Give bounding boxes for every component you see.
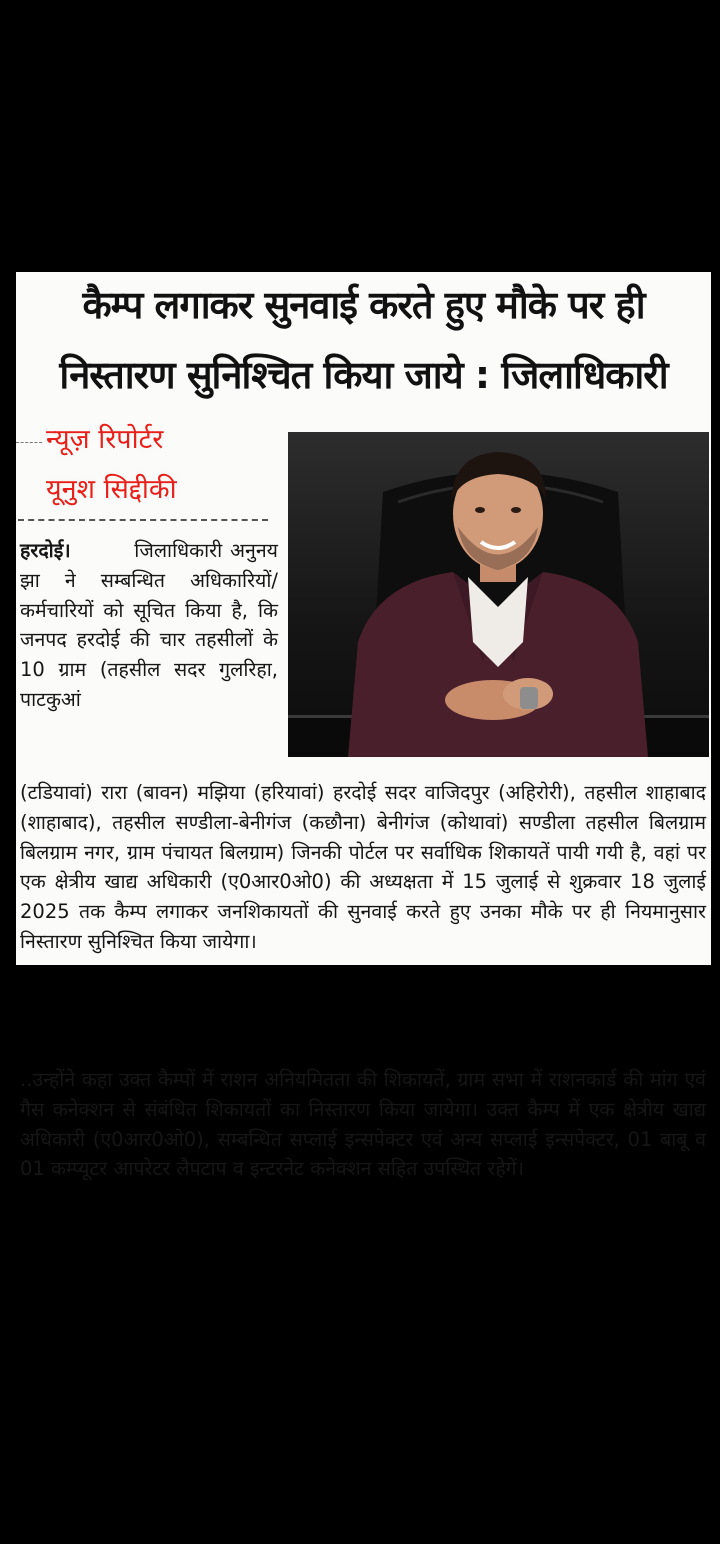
reporter-title: न्यूज़ रिपोर्टर bbox=[46, 424, 164, 455]
headline-line-1: कैम्प लगाकर सुनवाई करते हुए मौके पर ही bbox=[82, 283, 645, 327]
portrait-illustration bbox=[288, 432, 709, 757]
article-continued-text: (टडियावां) रारा (बावन) मझिया (हरियावां) हरदोई सदर वाजिदपुर (अहिरोरी), तहसील शाहाबाद (शाहाबाद), तहसील सण्डीला-बेनीगंज (कछौना) बेनीगंज (कोथावां) सण्डीला तहसील बिलग्राम बिलग्राम नगर, ग्राम पंचायत बिलग्राम) जिनकी पोर्टल पर सर्वाधिक शिकायतें पायी गयी है, वहां पर एक क्षेत्रीय खाद्य अधिकारी (ए0आर0ओ0) की अध्यक्षता में 15 जुलाई से शुक्रवार 18 जुलाई 2025 तक कैम्प लगाकर जनशिकायतों की सुनवाई करते हुए उनका मौके पर ही नियमानुसार निस्तारण सुनिश्चित किया जायेगा। bbox=[20, 781, 706, 953]
reporter-name: यूनुश सिद्दीकी bbox=[46, 474, 177, 505]
official-photo bbox=[288, 432, 709, 757]
byline-divider bbox=[18, 519, 268, 521]
article-paragraph-2: ..उन्होंने कहा उक्त कैम्पों में राशन अनियमितता की शिकायतें, ग्राम सभा में राशनकार्ड की मांग एवं गैस कनेक्शन से संबंधित शिकायतों का निस्तारण किया जायेगा। उक्त कैम्प में एक क्षेत्रीय खाद्य अधिकारी (ए0आर0ओ0), सम्बन्धित सप्लाई इन्सपेक्टर एवं अन्य सप्लाई इन्सपेक्टर, 01 बाबू व 01 कम्प्यूटर आपरेटर लैपटाप व इन्टरनेट कनेक्शन सहित उपस्थित रहेगें। bbox=[20, 1068, 706, 1181]
reporter-dash bbox=[16, 442, 42, 443]
news-clipping bbox=[16, 272, 711, 1181]
headline-line-2: निस्तारण सुनिश्चित किया जाये : जिलाधिकारी bbox=[59, 353, 668, 397]
article-column-text bbox=[20, 536, 278, 715]
column-paragraph: जिलाधिकारी अनुनय झा ने सम्बन्धित अधिकारियों/कर्मचारियों को सूचित किया है, कि जनपद हरदोई की चार तहसीलों के 10 ग्राम (तहसील सदर गुलरिहा, पाटकुआं bbox=[20, 539, 278, 711]
dateline: हरदोई। bbox=[20, 539, 71, 562]
